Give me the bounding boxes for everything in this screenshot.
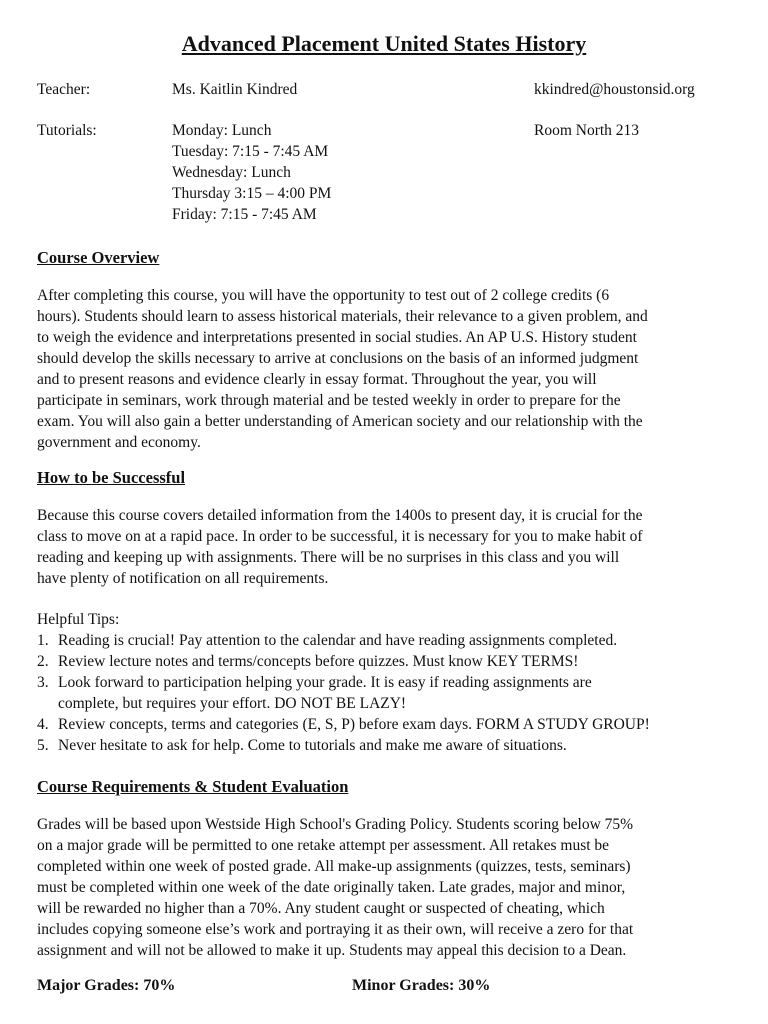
course-overview-heading: Course Overview bbox=[37, 248, 160, 267]
tip-text: Review concepts, terms and categories (E, S, P) before exam days. FORM A STUDY GROUP! bbox=[58, 716, 650, 733]
paragraph-line: Grades will be based upon Westside High School's Grading Policy. Students scoring below 75% bbox=[37, 816, 634, 833]
tip-text: Reading is crucial! Pay attention to the calendar and have reading assignments completed. bbox=[58, 632, 618, 649]
tip-number: 3. bbox=[37, 674, 49, 691]
tutorial-time: Monday: Lunch bbox=[172, 122, 272, 139]
paragraph-line: on a major grade will be permitted to one retake attempt per assessment. All retakes must be bbox=[37, 837, 610, 854]
paragraph-line: have plenty of notification on all requirements. bbox=[37, 570, 329, 587]
tip-number: 1. bbox=[37, 632, 49, 649]
tutorial-room: Room North 213 bbox=[534, 122, 640, 139]
paragraph-line: class to move on at a rapid pace. In order to be successful, it is necessary for you to make habit of bbox=[37, 528, 643, 545]
tip-item bbox=[37, 672, 737, 693]
helpful-tips-label: Helpful Tips: bbox=[37, 611, 120, 628]
requirements-paragraph bbox=[37, 814, 737, 961]
tip-number: 2. bbox=[37, 653, 49, 670]
tip-text: Never hesitate to ask for help. Come to tutorials and make me aware of situations. bbox=[58, 737, 567, 754]
paragraph-line: includes copying someone else’s work and portraying it as their own, will receive a zero for that bbox=[37, 921, 634, 938]
paragraph-line: participate in seminars, work through material and be tested weekly in order to prepare for the bbox=[37, 392, 621, 409]
tutorials-label: Tutorials: bbox=[37, 122, 97, 139]
course-overview-paragraph bbox=[37, 285, 737, 453]
paragraph-line: assignment and will not be allowed to make it up. Students may appeal this decision to a Dean. bbox=[37, 942, 627, 959]
paragraph-line: will be rewarded no higher than a 70%. Any student caught or suspected of cheating, which bbox=[37, 900, 605, 917]
tutorial-times-list bbox=[172, 120, 331, 225]
course-requirements-heading: Course Requirements & Student Evaluation bbox=[37, 777, 349, 796]
paragraph-line: must be completed within one week of the date originally taken. Late grades, major and minor, bbox=[37, 879, 626, 896]
tip-item bbox=[37, 651, 737, 672]
tip-item bbox=[37, 714, 737, 735]
paragraph-line: Because this course covers detailed information from the 1400s to present day, it is crucial for the bbox=[37, 507, 643, 524]
tutorial-time: Wednesday: Lunch bbox=[172, 164, 291, 181]
major-grades-label: Major Grades: 70% bbox=[37, 977, 176, 994]
teacher-name: Ms. Kaitlin Kindred bbox=[172, 81, 298, 98]
how-to-be-successful-heading: How to be Successful bbox=[37, 468, 186, 487]
tip-item bbox=[37, 630, 737, 651]
paragraph-line: completed within one week of posted grade. All make-up assignments (quizzes, tests, seminars) bbox=[37, 858, 631, 875]
tip-continuation: complete, but requires your effort. DO NOT BE LAZY! bbox=[58, 695, 407, 712]
paragraph-line: hours). Students should learn to assess historical materials, their relevance to a given problem, and bbox=[37, 308, 648, 325]
paragraph-line: should develop the skills necessary to arrive at conclusions on the basis of an informed judgment bbox=[37, 350, 639, 367]
teacher-email: kkindred@houstonsid.org bbox=[534, 81, 695, 98]
paragraph-line: exam. You will also gain a better understanding of American society and our relationship with the bbox=[37, 413, 643, 430]
tutorial-time: Thursday 3:15 – 4:00 PM bbox=[172, 185, 332, 202]
page-title: Advanced Placement United States History bbox=[181, 31, 587, 56]
tip-item bbox=[37, 735, 737, 756]
paragraph-line: reading and keeping up with assignments. There will be no surprises in this class and you will bbox=[37, 549, 620, 566]
teacher-label: Teacher: bbox=[37, 81, 91, 98]
tip-number: 4. bbox=[37, 716, 49, 733]
paragraph-line: to weigh the evidence and interpretations presented in social studies. An AP U.S. History student bbox=[37, 329, 637, 346]
paragraph-line: government and economy. bbox=[37, 434, 201, 451]
success-paragraph bbox=[37, 505, 737, 589]
helpful-tips-list bbox=[37, 630, 737, 756]
tip-text: Review lecture notes and terms/concepts before quizzes. Must know KEY TERMS! bbox=[58, 653, 579, 670]
tip-text: Look forward to participation helping your grade. It is easy if reading assignments are bbox=[58, 674, 592, 691]
paragraph-line: and to present reasons and evidence clearly in essay format. Throughout the year, you will bbox=[37, 371, 597, 388]
paragraph-line: After completing this course, you will have the opportunity to test out of 2 college credits (6 bbox=[37, 287, 610, 304]
tutorial-time: Friday: 7:15 - 7:45 AM bbox=[172, 206, 317, 223]
minor-grades-label: Minor Grades: 30% bbox=[352, 977, 491, 994]
tutorial-time: Tuesday: 7:15 - 7:45 AM bbox=[172, 143, 329, 160]
tip-number: 5. bbox=[37, 737, 49, 754]
